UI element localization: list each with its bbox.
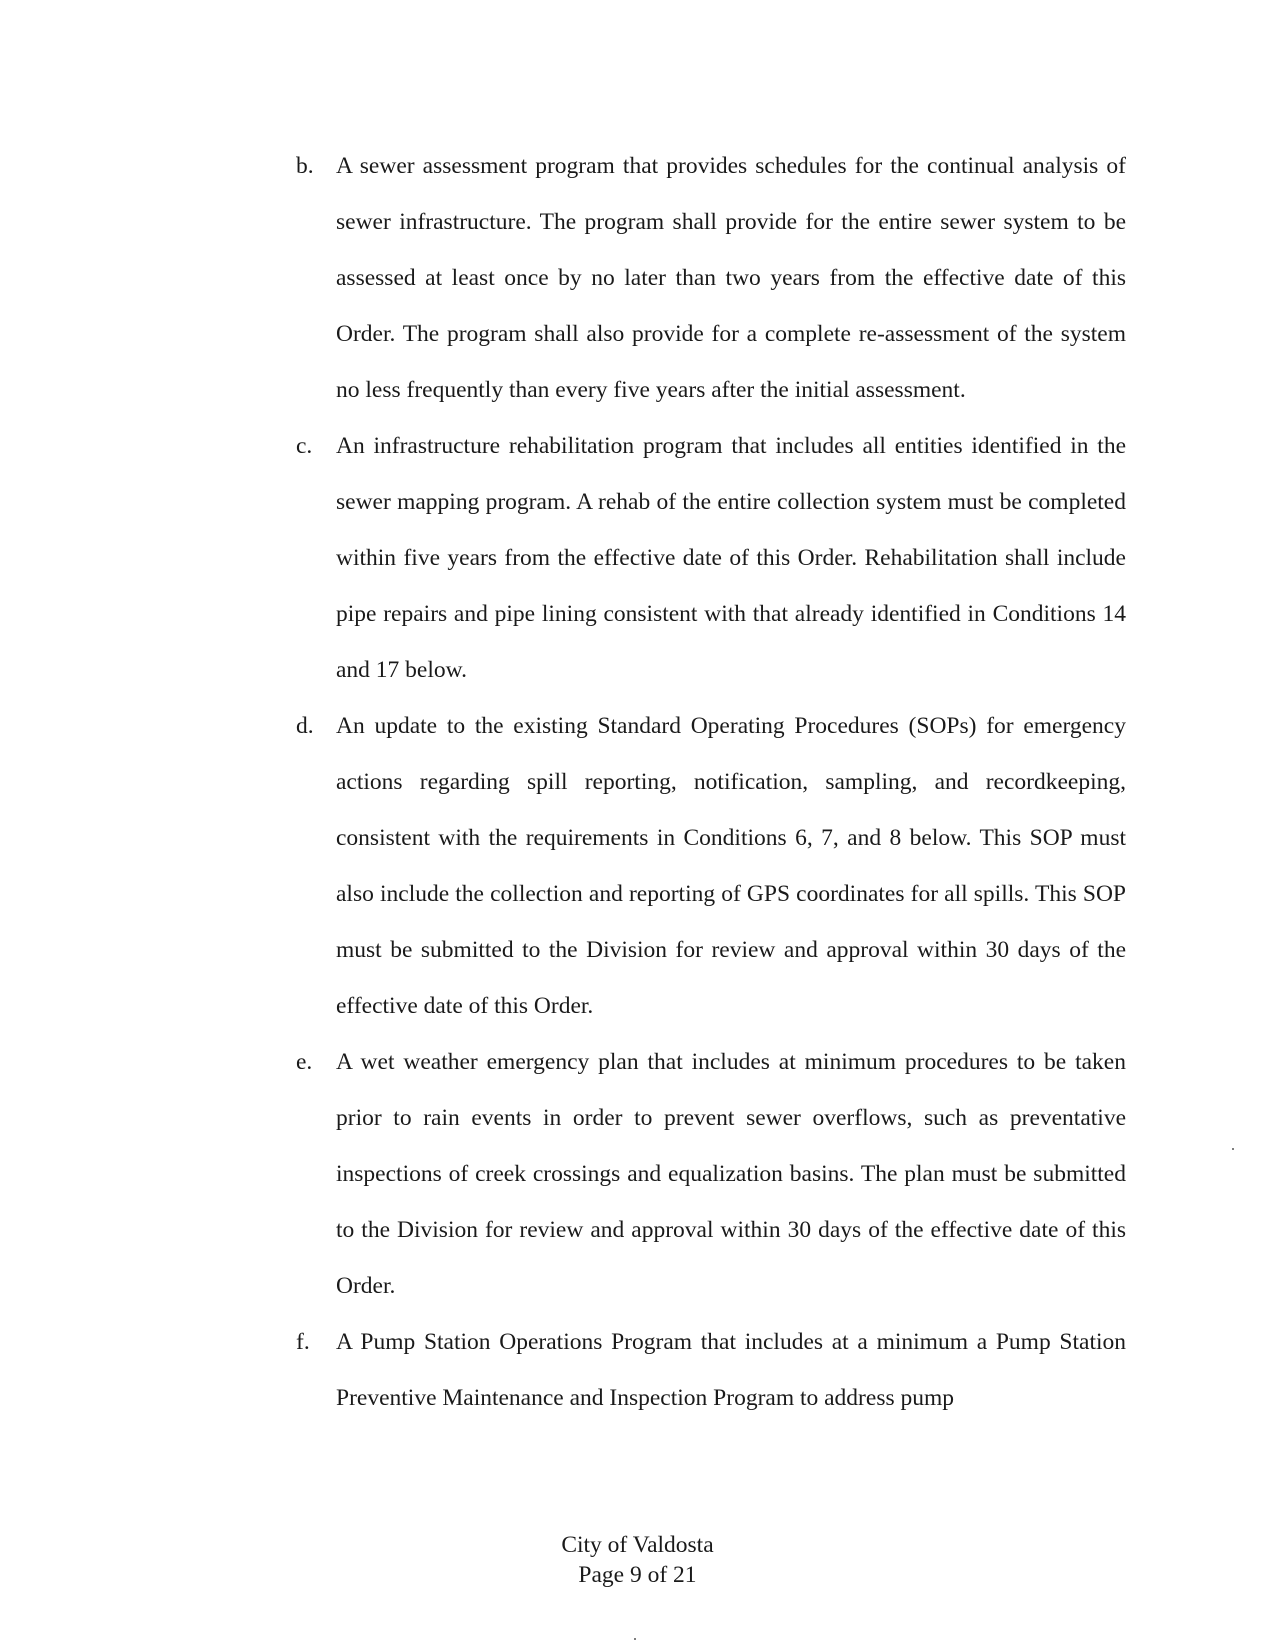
list-marker: f. bbox=[296, 1329, 310, 1355]
list-item-e bbox=[296, 1034, 1126, 1314]
scan-speck bbox=[634, 1638, 636, 1640]
condition-list bbox=[296, 138, 1126, 1426]
scan-speck bbox=[1232, 1148, 1234, 1150]
list-item-text: A sewer assessment program that provides schedules for the continual analysis of sewer infrastructure. The program shall provide for the entire sewer system to be assessed at least once by no later than two years from the effective date of this Order. The program shall also provide for a complete re-assessment of the system no less frequently than every five years after the initial assessment. bbox=[336, 153, 1126, 403]
list-item-b bbox=[296, 138, 1126, 418]
list-item-f bbox=[296, 1314, 1126, 1426]
footer-entity: City of Valdosta bbox=[561, 1532, 714, 1558]
footer-page-number: Page 9 of 21 bbox=[578, 1562, 697, 1588]
list-item-c bbox=[296, 418, 1126, 698]
list-marker: c. bbox=[296, 433, 313, 459]
list-marker: e. bbox=[296, 1049, 313, 1075]
list-item-d bbox=[296, 698, 1126, 1034]
list-marker: b. bbox=[296, 153, 314, 179]
list-item-text: An infrastructure rehabilitation program that includes all entities identified in the sewer mapping program. A rehab of the entire collection system must be completed within five years from the effective date of this Order. Rehabilitation shall include pipe repairs and pipe lining consistent with that already identified in Conditions 14 and 17 below. bbox=[336, 433, 1126, 683]
list-item-text: An update to the existing Standard Operating Procedures (SOPs) for emergency actions regarding spill reporting, notification, sampling, and recordkeeping, consistent with the requirements in Conditions 6, 7, and 8 below. This SOP must also include the collection and reporting of GPS coordinates for all spills. This SOP must be submitted to the Division for review and approval within 30 days of the effective date of this Order. bbox=[336, 713, 1126, 1019]
list-marker: d. bbox=[296, 713, 314, 739]
list-item-text: A wet weather emergency plan that includes at minimum procedures to be taken prior to rain events in order to prevent sewer overflows, such as preventative inspections of creek crossings and equalization basins. The plan must be submitted to the Division for review and approval within 30 days of the effective date of this Order. bbox=[336, 1049, 1126, 1299]
list-item-text: A Pump Station Operations Program that includes at a minimum a Pump Station Preventive Maintenance and Inspection Program to address pump bbox=[336, 1329, 1126, 1411]
